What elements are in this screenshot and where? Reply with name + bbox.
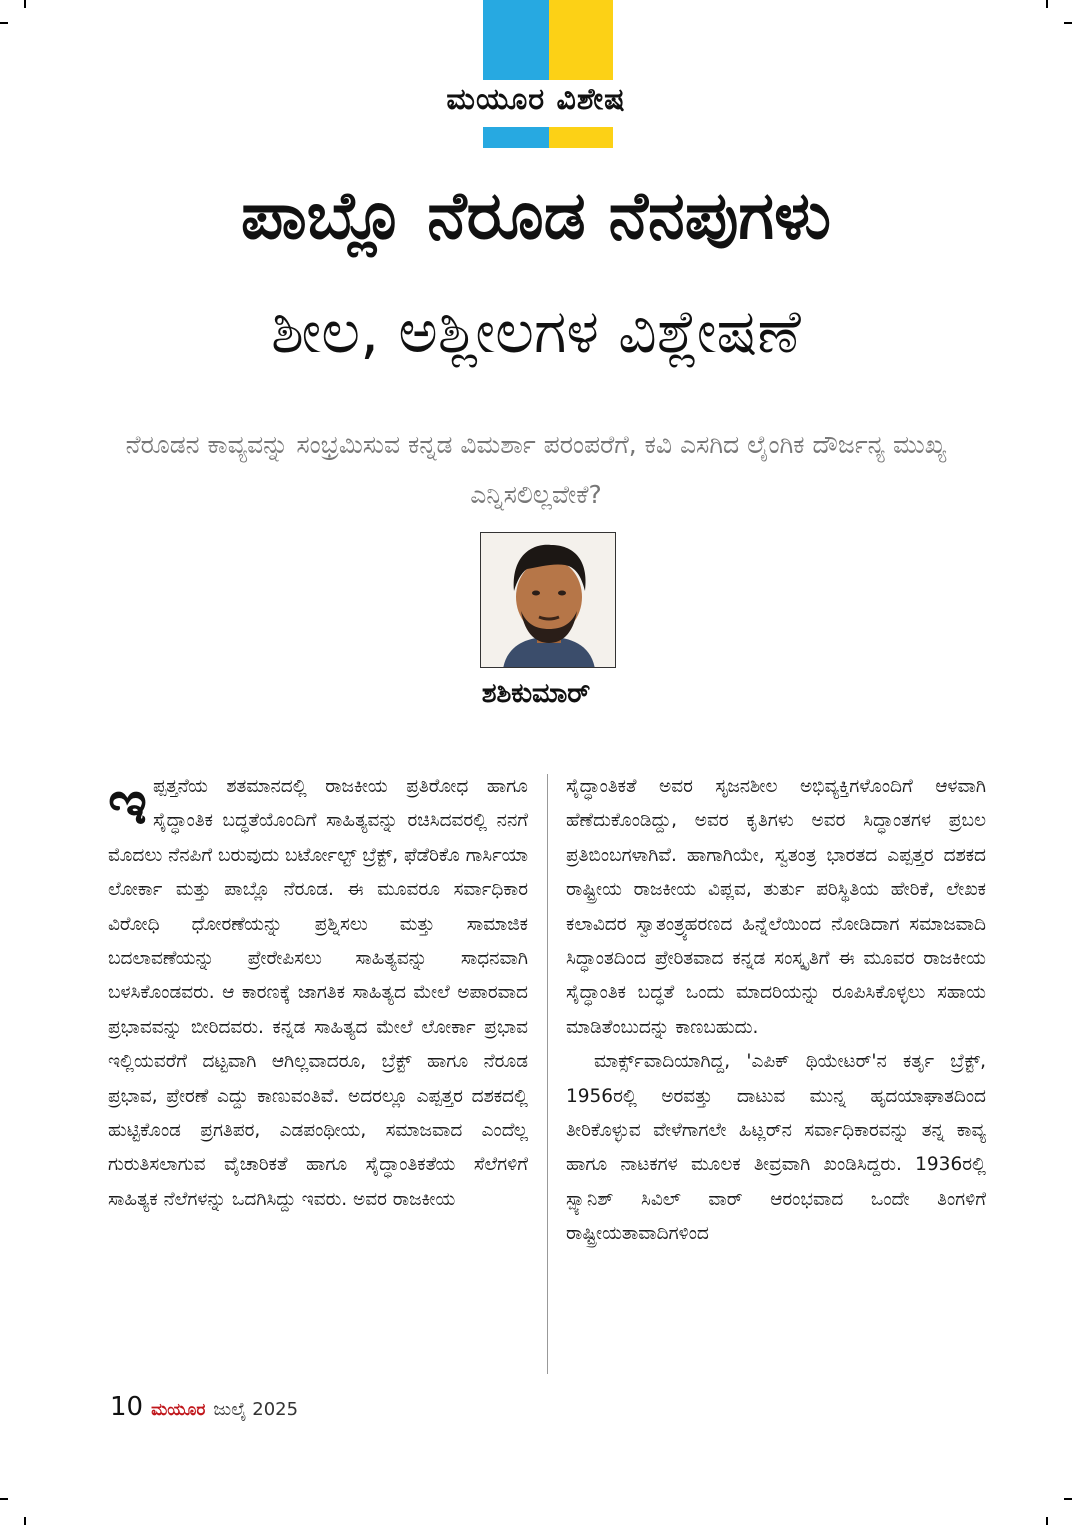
headline-line2: ಶೀಲ, ಅಶ್ಲೀಲಗಳ ವಿಶ್ಲೇಷಣೆ xyxy=(271,297,801,367)
header-blue-bar xyxy=(483,127,549,148)
crop-mark xyxy=(1046,1517,1048,1525)
crop-mark xyxy=(24,0,26,8)
column-divider xyxy=(547,774,548,1374)
issue-date: ಜುಲೈ 2025 xyxy=(213,1399,299,1420)
author-portrait-image xyxy=(481,533,616,668)
page-footer xyxy=(110,1392,298,1428)
header-yellow-block xyxy=(549,0,613,80)
article-paragraph xyxy=(108,770,528,1217)
article-column-2 xyxy=(566,770,986,1252)
crop-mark xyxy=(24,1517,26,1525)
header-blue-block xyxy=(483,0,549,80)
page-number: 10 xyxy=(110,1392,144,1422)
section-label: ಮಯೂರ ವಿಶೇಷ xyxy=(446,82,626,117)
article-subtitle: ನೆರೂಡನ ಕಾವ್ಯವನ್ನು ಸಂಭ್ರಮಿಸುವ ಕನ್ನಡ ವಿಮರ್ಶಾ ಪರಂಪರೆಗೆ, ಕವಿ ಎಸಗಿದ ಲೈಂಗಿಕ ದೌರ್ಜನ್ಯ ಮುಖ್ಯ ಎನ್ನಿಸಲಿಲ್ಲವೇಕೆ? xyxy=(125,430,947,509)
article-paragraph: ಸೈದ್ಧಾಂತಿಕತೆ ಅವರ ಸೃಜನಶೀಲ ಅಭಿವ್ಯಕ್ತಿಗಳೊಂದಿಗೆ ಆಳವಾಗಿ ಹೆಣೆದುಕೊಂಡಿದ್ದು, ಅವರ ಕೃತಿಗಳು ಅವರ ಸಿದ್ಧಾಂತಗಳ ಪ್ರಬಲ ಪ್ರತಿಬಿಂಬಗಳಾಗಿವೆ. ಹಾಗಾಗಿಯೇ, ಸ್ವತಂತ್ರ ಭಾರತದ ಎಪ್ಪತ್ತರ ದಶಕದ ರಾಷ್ಟ್ರೀಯ ರಾಜಕೀಯ ವಿಪ್ಲವ, ತುರ್ತು ಪರಿಸ್ಥಿತಿಯ ಹೇರಿಕೆ, ಲೇಖಕ ಕಲಾವಿದರ ಸ್ವಾತಂತ್ರ್ಯಹರಣದ ಹಿನ್ನೆಲೆಯಿಂದ ನೋಡಿದಾಗ ಸಮಾಜವಾದಿ ಸಿದ್ಧಾಂತದಿಂದ ಪ್ರೇರಿತವಾದ ಕನ್ನಡ ಸಂಸ್ಕೃತಿಗೆ ಈ ಮೂವರ ರಾಜಕೀಯ ಸೈದ್ಧಾಂತಿಕ ಬದ್ಧತೆ ಒಂದು ಮಾದರಿಯನ್ನು ರೂಪಿಸಿಕೊಳ್ಳಲು ಸಹಾಯ ಮಾಡಿತೆಂಬುದನ್ನು ಕಾಣಬಹುದು. xyxy=(566,776,986,1038)
article-column-1 xyxy=(108,770,528,1217)
crop-mark xyxy=(0,22,8,24)
column-1-text: ಪ್ಪತ್ತನೆಯ ಶತಮಾನದಲ್ಲಿ ರಾಜಕೀಯ ಪ್ರತಿರೋಧ ಹಾಗೂ ಸೈದ್ಧಾಂತಿಕ ಬದ್ಧತೆಯೊಂದಿಗೆ ಸಾಹಿತ್ಯವನ್ನು ರಚಿಸಿದವರಲ್ಲಿ ನನಗೆ ಮೊದಲು ನೆನಪಿಗೆ ಬರುವುದು ಬರ್ಟೋಲ್ಟ್ ಬ್ರೆಕ್ಟ್, ಫೆಡೆರಿಕೊ ಗಾರ್ಸಿಯಾ ಲೋರ್ಕಾ ಮತ್ತು ಪಾಬ್ಲೊ ನೆರೂಡ. ಈ ಮೂವರೂ ಸರ್ವಾಧಿಕಾರ ವಿರೋಧಿ ಧೋರಣೆಯನ್ನು ಪ್ರಶ್ನಿಸಲು ಮತ್ತು ಸಾಮಾಜಿಕ ಬದಲಾವಣೆಯನ್ನು ಪ್ರೇರೇಪಿಸಲು ಸಾಹಿತ್ಯವನ್ನು ಸಾಧನವಾಗಿ ಬಳಸಿಕೊಂಡವರು. ಆ ಕಾರಣಕ್ಕೆ ಜಾಗತಿಕ ಸಾಹಿತ್ಯದ ಮೇಲೆ ಅಪಾರವಾದ ಪ್ರಭಾವವನ್ನು ಬೀರಿದವರು. ಕನ್ನಡ ಸಾಹಿತ್ಯದ ಮೇಲೆ ಲೋರ್ಕಾ ಪ್ರಭಾವ ಇಲ್ಲಿಯವರೆಗೆ ದಟ್ಟವಾಗಿ ಆಗಿಲ್ಲವಾದರೂ, ಬ್ರೆಕ್ಟ್ ಹಾಗೂ ನೆರೂಡ ಪ್ರಭಾವ, ಪ್ರೇರಣೆ ಎದ್ದು ಕಾಣುವಂತಿವೆ. ಅದರಲ್ಲೂ ಎಪ್ಪತ್ತರ ದಶಕದಲ್ಲಿ ಹುಟ್ಟಿಕೊಂಡ ಪ್ರಗತಿಪರ, ಎಡಪಂಥೀಯ, ಸಮಾಜವಾದ ಎಂದೆಲ್ಲ ಗುರುತಿಸಲಾಗುವ ವೈಚಾರಿಕತೆ ಹಾಗೂ ಸೈದ್ಧಾಂತಿಕತೆಯ ಸೆಲೆಗಳಿಗೆ ಸಾಹಿತ್ಯಕ ನೆಲೆಗಳನ್ನು ಒದಗಿಸಿದ್ದು ಇವರು. ಅವರ ರಾಜಕೀಯ xyxy=(108,776,528,1210)
crop-mark xyxy=(1046,0,1048,8)
crop-mark xyxy=(0,1498,8,1500)
crop-mark xyxy=(1064,22,1072,24)
magazine-logo: ಮಯೂರ xyxy=(151,1400,206,1420)
header-yellow-bar xyxy=(549,127,613,148)
article-paragraph: ಮಾರ್ಕ್ಸ್‌ವಾದಿಯಾಗಿದ್ದ, 'ಎಪಿಕ್ ಥಿಯೇಟರ್'ನ ಕರ್ತೃ ಬ್ರೆಕ್ಟ್, 1956ರಲ್ಲಿ ಅರವತ್ತು ದಾಟುವ ಮುನ್ನ ಹೃದಯಾಘಾತದಿಂದ ತೀರಿಕೊಳ್ಳುವ ವೇಳೆಗಾಗಲೇ ಹಿಟ್ಲರ್‌ನ ಸರ್ವಾಧಿಕಾರವನ್ನು ತನ್ನ ಕಾವ್ಯ ಹಾಗೂ ನಾಟಕಗಳ ಮೂಲಕ ತೀವ್ರವಾಗಿ ಖಂಡಿಸಿದ್ದರು. 1936ರಲ್ಲಿ ಸ್ಪ್ಯಾನಿಶ್ ಸಿವಿಲ್ ವಾರ್ ಆರಂಭವಾದ ಒಂದೇ ತಿಂಗಳಿಗೆ ರಾಷ್ಟ್ರೀಯತಾವಾದಿಗಳಿಂದ xyxy=(566,1051,986,1245)
crop-mark xyxy=(1064,1498,1072,1500)
drop-cap: ಇ xyxy=(108,768,147,838)
author-photo xyxy=(480,532,616,668)
author-name: ಶಶಿಕುಮಾರ್ xyxy=(481,678,591,709)
headline-line1: ಪಾಬ್ಲೊ ನೆರೂಡ ನೆನಪುಗಳು xyxy=(241,177,831,254)
